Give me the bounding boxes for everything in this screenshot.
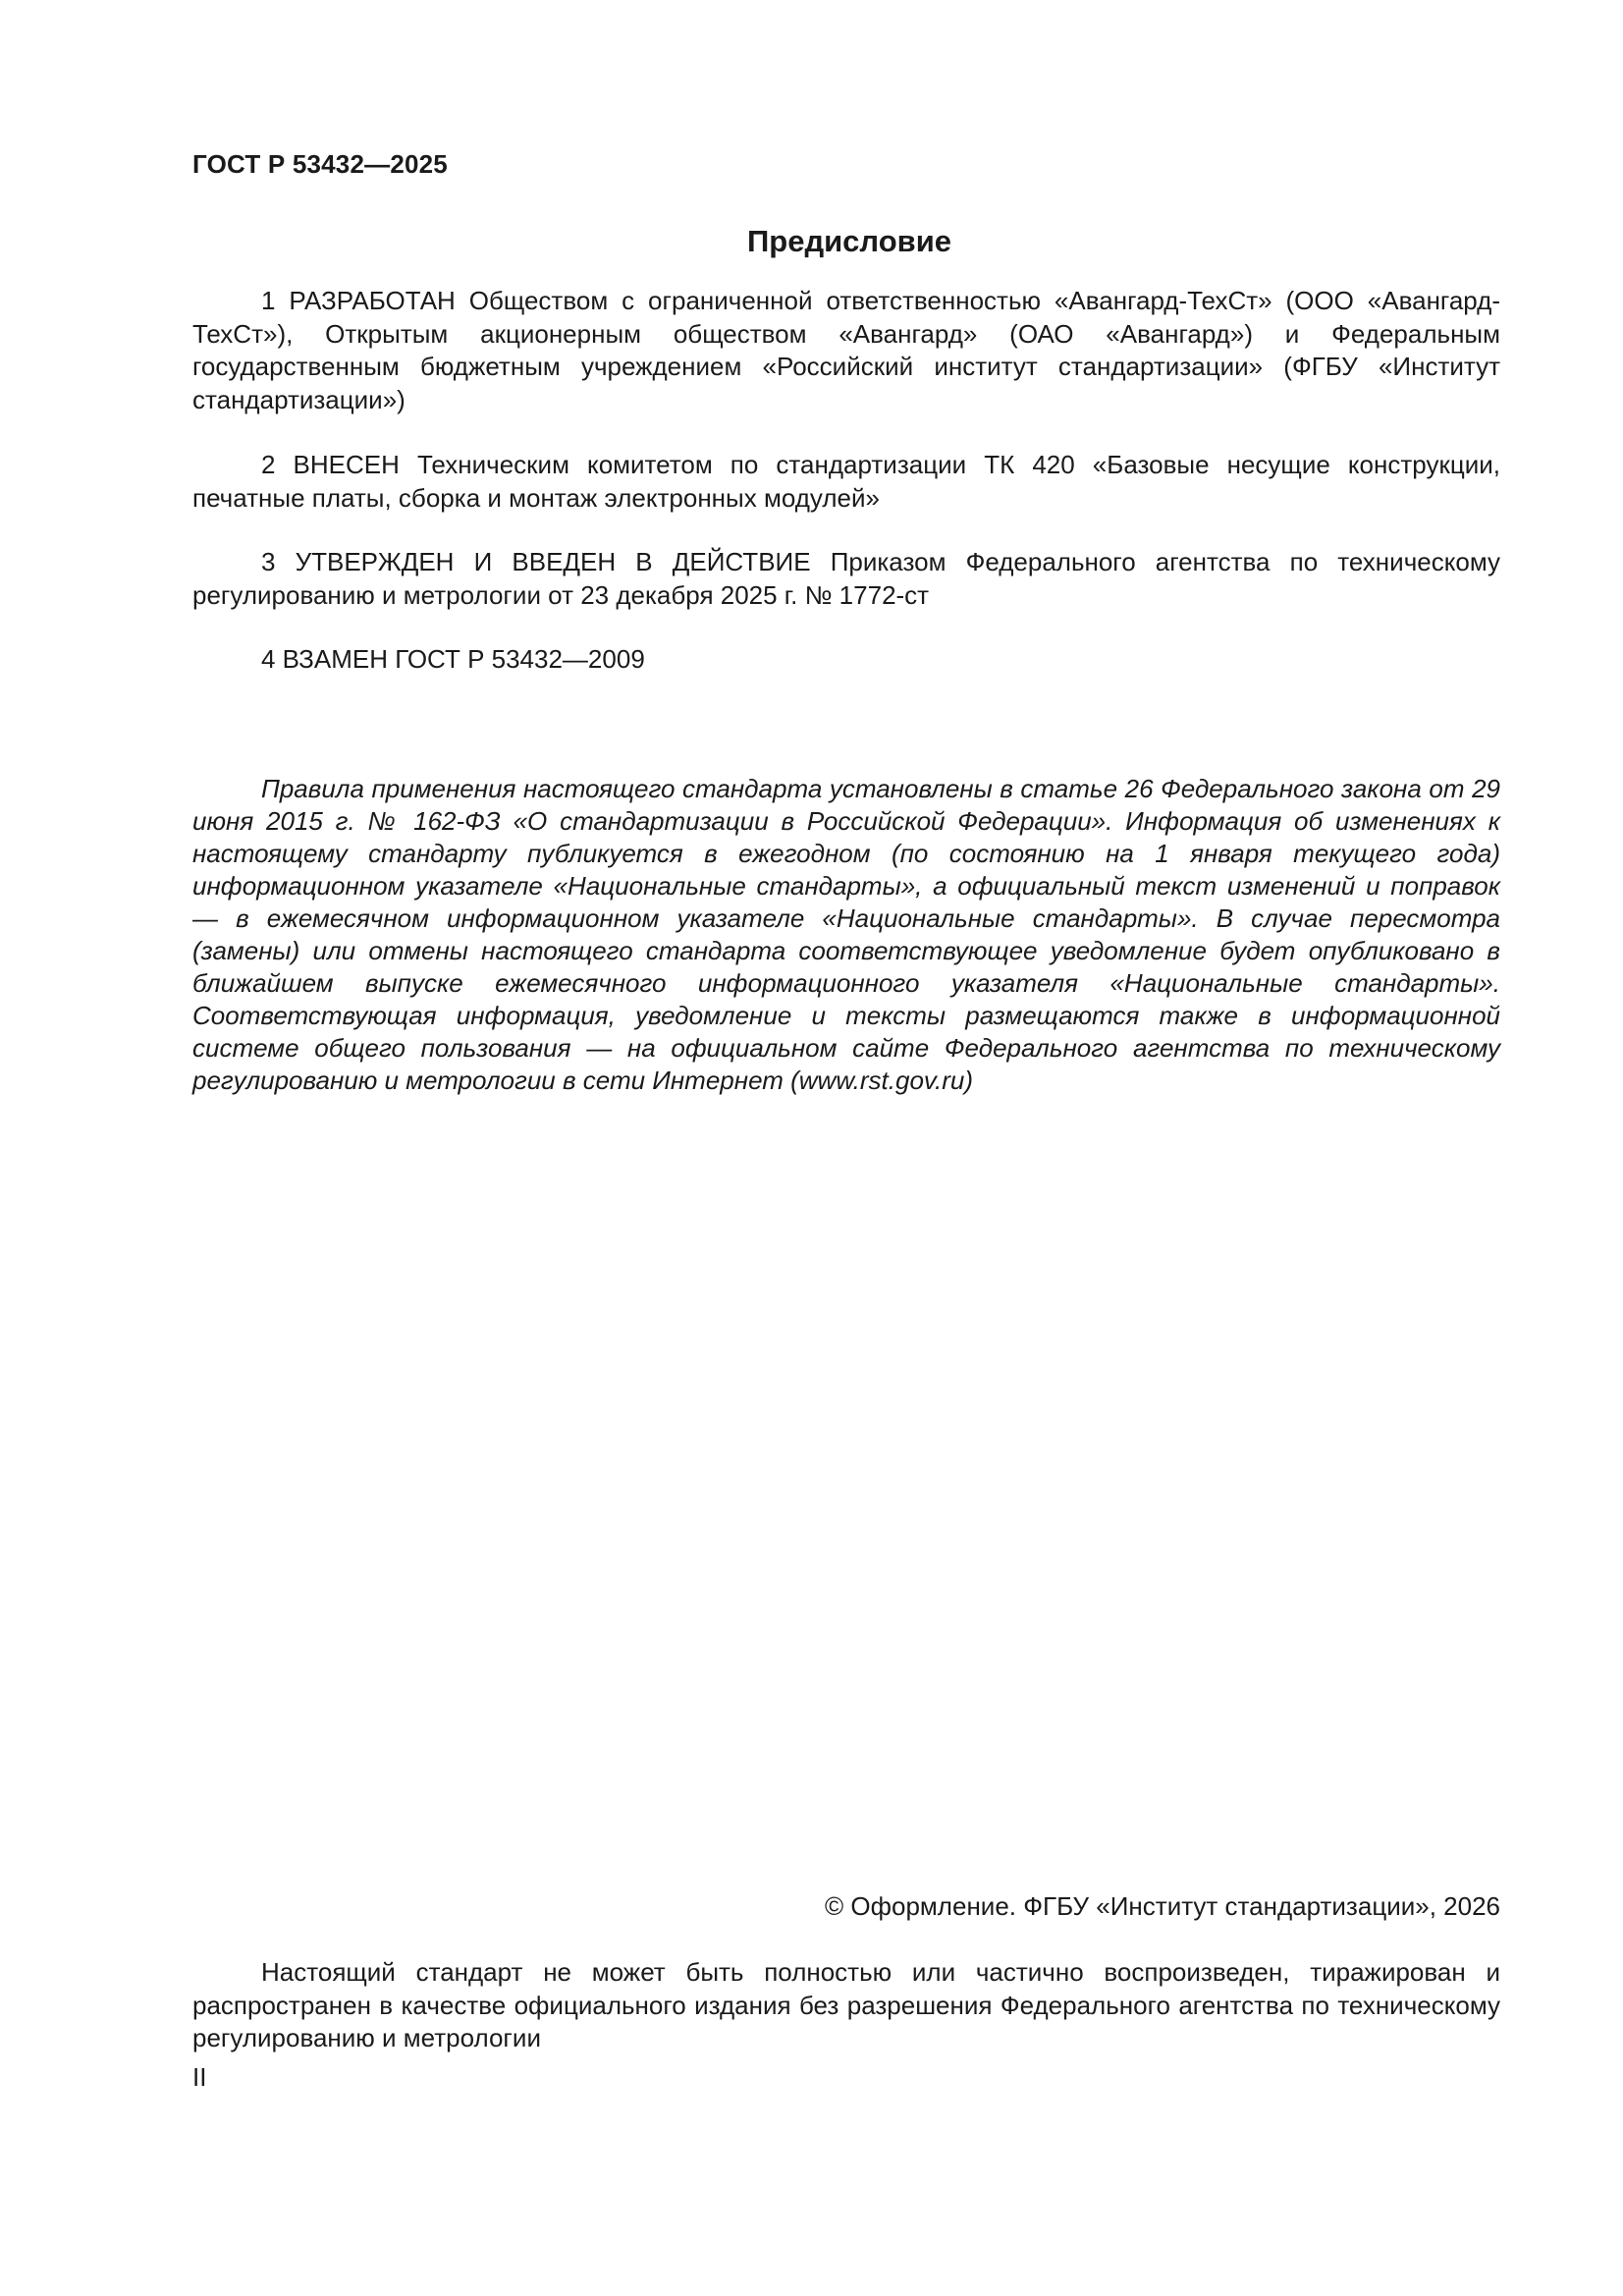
- copyright-notice: © Оформление. ФГБУ «Институт стандартизации», 2026: [825, 1891, 1500, 1921]
- preface-title: Предисловие: [746, 224, 951, 258]
- preface-item-text: 3 УТВЕРЖДЕН И ВВЕДЕН В ДЕЙСТВИЕ Приказом Федерального агентства по техническому регулированию и метрологии от 23 декабря 2025 г. № 1772-ст: [192, 547, 1500, 610]
- standard-code: ГОСТ Р 53432—2025: [192, 149, 448, 179]
- preface-item-text: 2 ВНЕСЕН Техническим комитетом по стандартизации ТК 420 «Базовые несущие конструкции, печатные платы, сборка и монтаж электронных модулей»: [192, 450, 1500, 513]
- preface-item-1: [192, 285, 1500, 416]
- preface-item-2: [192, 449, 1500, 515]
- preface-item-text: 4 ВЗАМЕН ГОСТ Р 53432—2009: [261, 644, 645, 674]
- preface-item-4: [192, 643, 1500, 677]
- preface-item-3: [192, 546, 1500, 612]
- reproduction-notice-text: Настоящий стандарт не может быть полностью или частично воспроизведен, тиражирован и распространен в качестве официального издания без разрешения Федерального агентства по техническому регулированию и метрологии: [192, 1957, 1500, 2052]
- page-number: II: [192, 2062, 207, 2092]
- reproduction-notice: [192, 1956, 1500, 2055]
- application-rules: [192, 773, 1500, 1097]
- preface-item-text: 1 РАЗРАБОТАН Обществом с ограниченной ответственностью «Авангард-ТехСт» (ООО «Авангард-ТехСт»), Открытым акционерным обществом «Авангард» (ОАО «Авангард») и Федеральным государственным бюджетным учреждением «Российский институт стандартизации» (ФГБУ «Институт стандартизации»): [192, 286, 1500, 414]
- application-rules-text: Правила применения настоящего стандарта установлены в статье 26 Федерального закона от 29 июня 2015 г. № 162-ФЗ «О стандартизации в Российской Федерации». Информация об изменениях к настоящему стандарту публикуется в ежегодном (по состоянию на 1 января текущего года) информационном указателе «Национальные стандарты», а официальный текст изменений и поправок — в ежемесячном информационном указателе «Национальные стандарты». В случае пересмотра (замены) или отмены настоящего стандарта соответствующее уведомление будет опубликовано в ближайшем выпуске ежемесячного информационного указателя «Национальные стандарты». Соответствующая информация, уведомление и тексты размещаются также в информационной системе общего пользования — на официальном сайте Федерального агентства по техническому регулированию и метрологии в сети Интернет (www.rst.gov.ru): [192, 774, 1500, 1095]
